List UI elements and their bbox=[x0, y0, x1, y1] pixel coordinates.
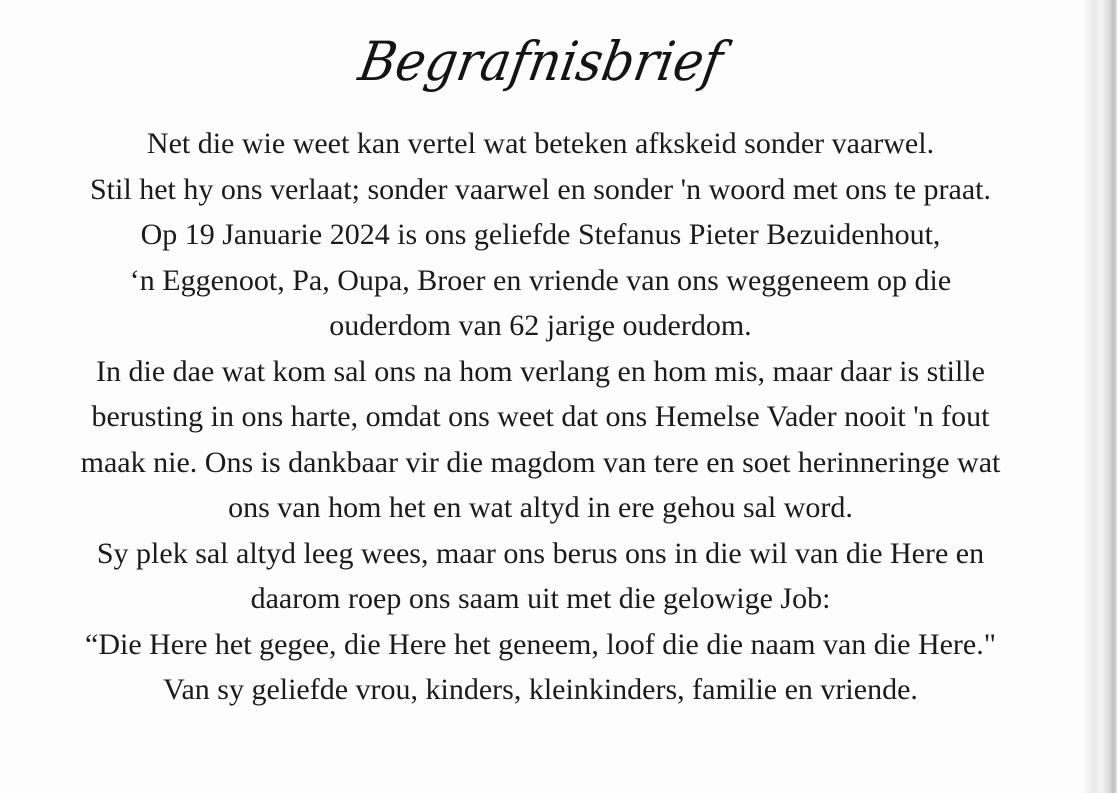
body-line-7: berusting in ons harte, omdat ons weet dat ons Hemelse Vader nooit 'n fout bbox=[91, 400, 990, 433]
body-line-13: Van sy geliefde vrou, kinders, kleinkinders, familie en vriende. bbox=[163, 673, 918, 706]
page-title: Begrafnisbrief bbox=[353, 30, 728, 93]
body-line-3: Op 19 Januarie 2024 is ons geliefde Stefanus Pieter Bezuidenhout, bbox=[140, 218, 941, 251]
body-line-2: Stil het hy ons verlaat; sonder vaarwel en sonder 'n woord met ons te praat. bbox=[90, 172, 991, 206]
body-line-8: maak nie. Ons is dankbaar vir die magdom van tere en soet herinneringe wat bbox=[80, 445, 1001, 479]
body-line-4: ‘n Eggenoot, Pa, Oupa, Broer en vriende van ons weggeneem op die bbox=[129, 263, 952, 297]
body-line-5: ouderdom van 62 jarige ouderdom. bbox=[329, 309, 752, 342]
body-line-10: Sy plek sal altyd leeg wees, maar ons berus ons in die wil van die Here en bbox=[96, 536, 985, 570]
body-line-11: daarom roep ons saam uit met die gelowige Job: bbox=[250, 582, 831, 615]
page-edge-shadow bbox=[1081, 0, 1117, 793]
title-block bbox=[0, 24, 1081, 100]
letter-body bbox=[0, 121, 1081, 713]
body-line-9: ons van hom het en wat altyd in ere gehou sal word. bbox=[228, 491, 853, 524]
body-line-6: In die dae wat kom sal ons na hom verlang en hom mis, maar daar is stille bbox=[96, 354, 985, 388]
body-line-1: Net die wie weet kan vertel wat beteken afkskeid sonder vaarwel. bbox=[146, 127, 935, 160]
body-line-12: “Die Here het gegee, die Here het geneem, loof die die naam van die Here." bbox=[85, 627, 996, 661]
